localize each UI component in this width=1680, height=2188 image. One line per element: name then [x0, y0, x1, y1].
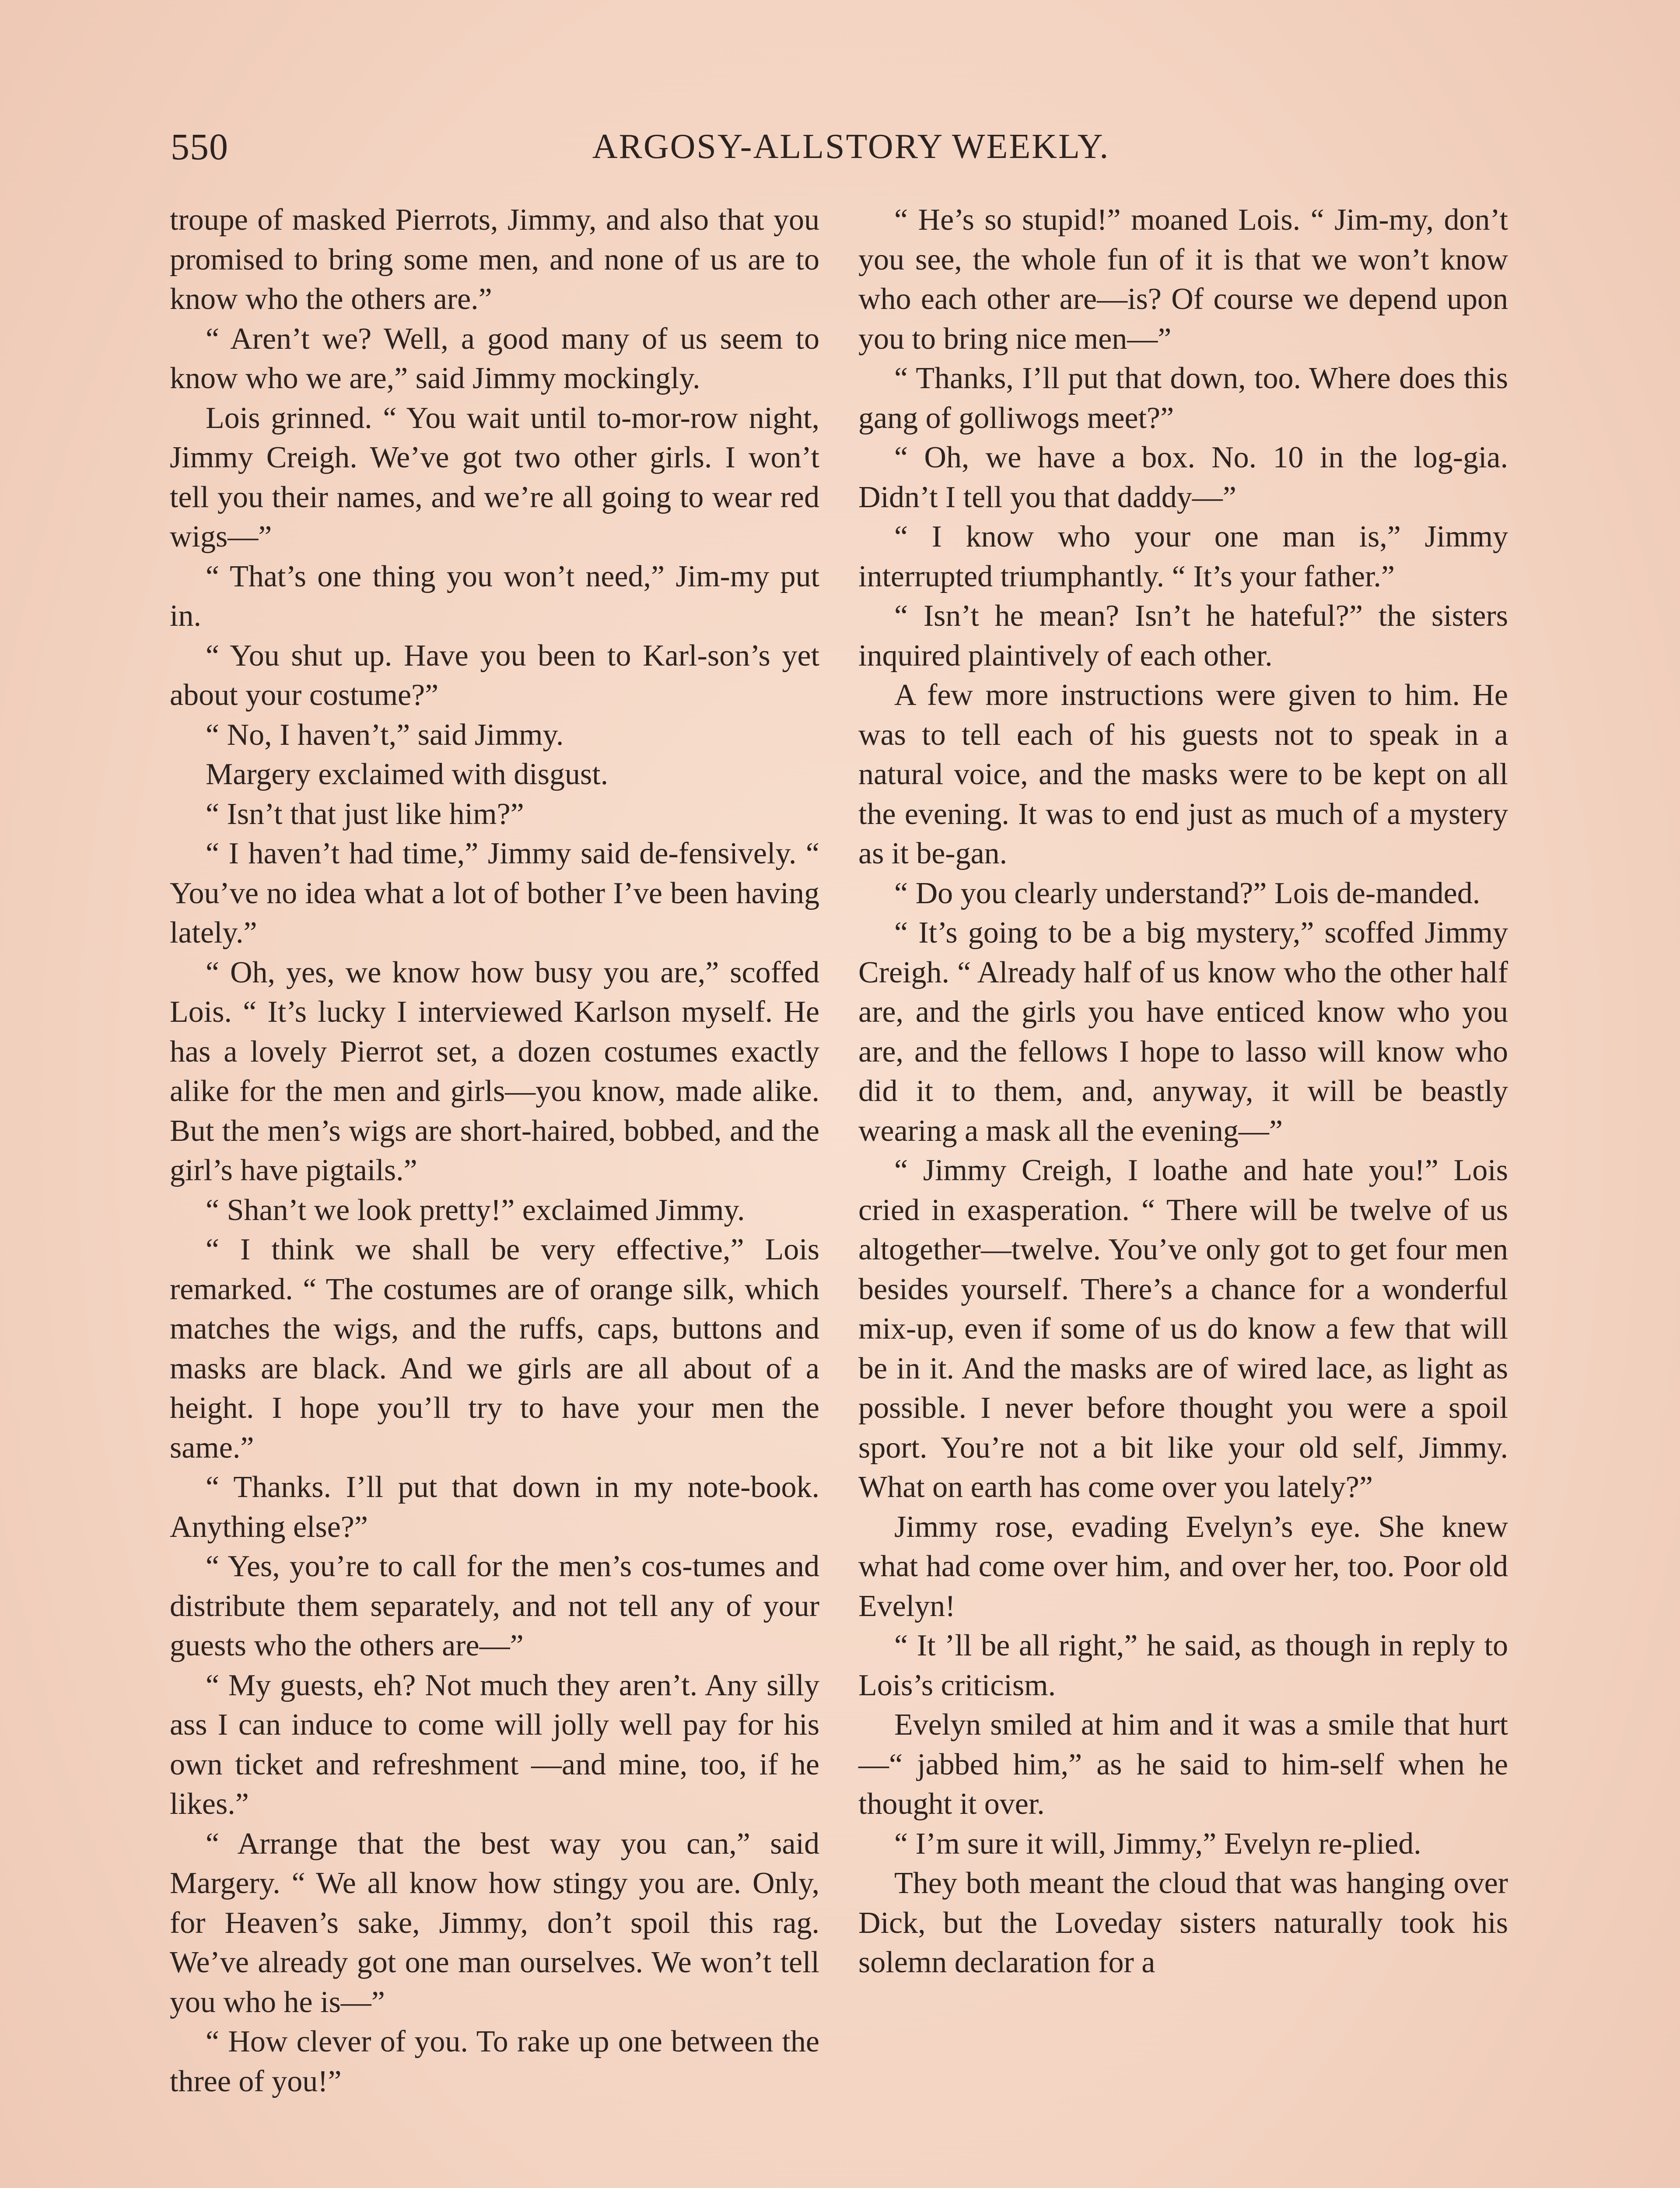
left-column: [170, 200, 819, 2101]
paragraph: “ Shan’t we look pretty!” exclaimed Jimmy.: [206, 1193, 745, 1227]
paragraph: “ Do you clearly understand?” Lois de-manded.: [894, 876, 1480, 910]
paragraph: Margery exclaimed with disgust.: [206, 757, 609, 791]
paragraph: “ That’s one thing you won’t need,” Jim-my put in.: [170, 559, 819, 633]
paragraph: “ He’s so stupid!” moaned Lois. “ Jim-my, don’t you see, the whole fun of it is that we won’t know who each other are—is? Of course we depend upon you to bring nice men—”: [858, 203, 1508, 356]
paragraph: “ It’s going to be a big mystery,” scoffed Jimmy Creigh. “ Already half of us know who the other half are, and the girls you have enticed know who you are, and the fellows I hope to lasso will know who did it to them, and, anyway, it will be beastly wearing a mask all the evening—”: [858, 916, 1508, 1148]
right-column: [858, 200, 1508, 1983]
running-head: ARGOSY-ALLSTORY WEEKLY.: [592, 127, 1110, 166]
paragraph: A few more instructions were given to him. He was to tell each of his guests not to speak in a natural voice, and the masks were to be kept on all the evening. It was to end just as much of a mystery as it be-gan.: [858, 678, 1508, 870]
paragraph: “ You shut up. Have you been to Karl-son’s yet about your costume?”: [170, 638, 819, 712]
paragraph: “ Isn’t he mean? Isn’t he hateful?” the sisters inquired plaintively of each other.: [858, 599, 1508, 673]
paragraph: “ I haven’t had time,” Jimmy said de-fensively. “ You’ve no idea what a lot of bother I’ve been having lately.”: [170, 837, 819, 950]
paragraph: “ I’m sure it will, Jimmy,” Evelyn re-plied.: [894, 1827, 1421, 1861]
paragraph: “ Oh, yes, we know how busy you are,” scoffed Lois. “ It’s lucky I interviewed Karlson myself. He has a lovely Pierrot set, a dozen costumes exactly alike for the men and girls—you know, made alike. But the men’s wigs are short-haired, bobbed, and the girl’s have pigtails.”: [170, 955, 819, 1187]
paragraph: “ No, I haven’t,” said Jimmy.: [206, 718, 564, 752]
paragraph: “ Thanks, I’ll put that down, too. Where does this gang of golliwogs meet?”: [858, 361, 1508, 435]
paragraph: “ Yes, you’re to call for the men’s cos-tumes and distribute them separately, and not tell any of your guests who the others are—”: [170, 1550, 819, 1662]
page-number: 550: [171, 126, 228, 168]
paragraph: Evelyn smiled at him and it was a smile that hurt—“ jabbed him,” as he said to him-self when he thought it over.: [858, 1708, 1508, 1821]
paragraph: “ How clever of you. To rake up one between the three of you!”: [170, 2025, 819, 2098]
paragraph: “ Arrange that the best way you can,” said Margery. “ We all know how stingy you are. Only, for Heaven’s sake, Jimmy, don’t spoil this rag. We’ve already got one man ourselves. We won’t tell you who he is—”: [170, 1827, 819, 2019]
paragraph: “ I think we shall be very effective,” Lois remarked. “ The costumes are of orange silk, which matches the wigs, and the ruffs, caps, buttons and masks are black. And we girls are all about of a height. I hope you’ll try to have your men the same.”: [170, 1233, 819, 1465]
paragraph: Lois grinned. “ You wait until to-mor-row night, Jimmy Creigh. We’ve got two other girls. I won’t tell you their names, and we’re all going to wear red wigs—”: [170, 401, 819, 554]
paragraph: They both meant the cloud that was hanging over Dick, but the Loveday sisters naturally took his solemn declaration for a: [858, 1866, 1508, 1979]
paragraph: “ Jimmy Creigh, I loathe and hate you!” Lois cried in exasperation. “ There will be twelve of us altogether—twelve. You’ve only got to get four men besides yourself. There’s a chance for a wonderful mix-up, even if some of us do know a few that will be in it. And the masks are of wired lace, as light as possible. I never before thought you were a spoil sport. You’re not a bit like your old self, Jimmy. What on earth has come over you lately?”: [858, 1154, 1508, 1504]
paragraph: troupe of masked Pierrots, Jimmy, and also that you promised to bring some men, and none of us are to know who the others are.”: [170, 203, 819, 316]
paragraph: “ Isn’t that just like him?”: [206, 797, 524, 831]
paragraph: “ Oh, we have a box. No. 10 in the log-gia. Didn’t I tell you that daddy—”: [858, 441, 1508, 514]
paragraph: “ I know who your one man is,” Jimmy interrupted triumphantly. “ It’s your father.”: [858, 520, 1508, 593]
paragraph: “ It ’ll be all right,” he said, as though in reply to Lois’s criticism.: [858, 1629, 1508, 1702]
paragraph: “ My guests, eh? Not much they aren’t. Any silly ass I can induce to come will jolly well pay for his own ticket and refreshment —and mine, too, if he likes.”: [170, 1668, 819, 1821]
paragraph: “ Aren’t we? Well, a good many of us seem to know who we are,” said Jimmy mockingly.: [170, 322, 819, 395]
page-header: [171, 123, 1531, 171]
paragraph: Jimmy rose, evading Evelyn’s eye. She knew what had come over him, and over her, too. Poor old Evelyn!: [858, 1510, 1508, 1623]
paragraph: “ Thanks. I’ll put that down in my note-book. Anything else?”: [170, 1470, 819, 1544]
